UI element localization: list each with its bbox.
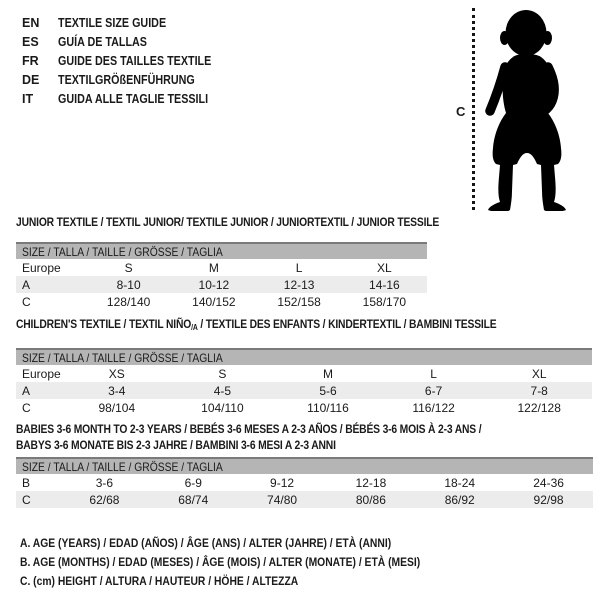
table-row [16,491,593,508]
size-cell: 8-10 [86,276,171,293]
language-title: TEXTILGRÖßENFÜHRUNG [58,72,195,87]
size-cell: L [430,366,437,381]
table-row [16,276,427,293]
size-cell: 5-6 [275,382,381,399]
height-measure-dotted-line [472,8,475,210]
note-line [20,533,485,552]
note-line [20,571,485,590]
language-code: EN [22,15,40,30]
row-label: A [16,382,64,399]
row-label: A [16,276,86,293]
size-cell: 3-4 [64,382,170,399]
size-header-row [16,243,427,259]
note-height-cm: C. (cm) HEIGHT / ALTURA / HAUTEUR / HÖHE / ALTEZZA [20,573,299,588]
note-age-years: A. AGE (YEARS) / EDAD (AÑOS) / ÂGE (ANS) / ALTER (JAHRE) / ETÀ (ANNI) [20,535,392,550]
size-cell: 128/140 [106,294,151,309]
size-cell: 12-18 [355,475,387,490]
size-cell: XL [531,366,547,381]
babies-table-title [16,421,593,453]
size-cell: L [295,260,303,275]
row-label: Europe [22,366,61,381]
size-cell: 12-13 [257,276,342,293]
table-title-text: BABIES 3-6 MONTH TO 2-3 YEARS / BEBÉS 3-6 MESES A 2-3 AÑOS / BÉBÉS 3-6 MOIS À 2-3 ANS / [16,422,482,436]
size-header-label: SIZE / TALLA / TAILLE / GRÖSSE / TAGLIA [22,459,223,474]
table-row [16,293,427,310]
size-cell: 9-12 [270,475,295,490]
size-cell: 18-24 [444,475,476,490]
language-line [22,89,236,108]
size-cell: S [124,260,133,275]
size-cell: 6-9 [184,475,202,490]
junior-textile-section [16,214,440,310]
language-line [22,51,236,70]
size-cell: M [322,366,333,381]
size-header-label: SIZE / TALLA / TAILLE / GRÖSSE / TAGLIA [22,244,223,259]
size-cell: 7-8 [486,382,592,399]
note-age-months: B. AGE (MONTHS) / EDAD (MESES) / ÂGE (MOIS) / ALTER (MONATE) / ETÀ (MESI) [20,554,421,569]
language-code: DE [22,72,40,87]
language-title: GUIDE DES TAILLES TEXTILE [58,53,212,68]
language-line [22,70,236,89]
size-cell: 62/68 [60,491,149,508]
table-row [16,474,593,491]
table-title-text: BABYS 3-6 MONATE BIS 2-3 JAHRE / BAMBINI 3-6 MESI A 2-3 ANNI [16,438,336,452]
table-title-text: JUNIOR TEXTILE / TEXTIL JUNIOR/ TEXTILE JUNIOR / JUNIORTEXTIL / JUNIOR TESSILE [16,215,440,229]
size-cell: 74/80 [238,491,327,508]
size-cell: XL [377,260,392,275]
size-cell: 6-7 [381,382,487,399]
size-cell: 86/92 [415,491,504,508]
size-header-row [16,349,592,365]
size-header-row [16,458,593,474]
children-textile-section [16,316,592,416]
size-cell: 80/86 [326,491,415,508]
size-cell: 110/116 [307,400,349,415]
size-cell: 98/104 [98,400,136,415]
babies-textile-section [16,421,593,508]
size-cell: 10-12 [171,276,256,293]
language-code: FR [22,53,39,68]
size-cell: XS [108,366,125,381]
language-title-block [22,13,236,108]
row-label: C [22,400,31,415]
language-title: GUIDA ALLE TAGLIE TESSILI [58,91,209,106]
size-cell: S [218,366,227,381]
language-line [22,32,236,51]
language-line [22,13,236,32]
babies-size-table [16,457,593,508]
row-label: C [22,294,31,309]
children-table-title [16,316,592,336]
row-label: C [16,491,60,508]
toddler-silhouette-icon [479,7,577,211]
junior-size-table [16,242,427,310]
size-cell: 4-5 [170,382,276,399]
language-code: ES [22,34,39,49]
size-cell: 152/158 [277,294,321,309]
row-label: Europe [22,260,61,275]
row-label: B [22,475,31,490]
table-row [16,399,592,416]
size-cell: 24-36 [533,475,564,490]
size-cell: 140/152 [192,294,236,309]
size-cell: 92/98 [504,491,593,508]
size-cell: 122/128 [517,400,561,415]
size-cell: 3-6 [95,475,114,490]
language-title: TEXTILE SIZE GUIDE [58,15,167,30]
table-row [16,382,592,399]
note-line [20,552,485,571]
size-cell: 158/170 [362,294,407,309]
height-measure-label: C [456,104,466,119]
legend-notes [20,533,485,590]
table-row [16,365,592,382]
size-cell: M [208,260,219,275]
size-header-label: SIZE / TALLA / TAILLE / GRÖSSE / TAGLIA [22,350,223,365]
language-code: IT [22,91,34,106]
language-title: GUÍA DE TALLAS [58,34,147,49]
size-cell: 104/110 [201,400,244,415]
table-title-text: CHILDREN'S TEXTILE / TEXTIL $NIÑO_{/A}$ / TEXTILE DES ENFANTS / KINDERTEXTIL / BAMBINI TESSILE [16,317,497,332]
size-cell: 14-16 [342,276,427,293]
children-size-table [16,348,592,416]
junior-table-title [16,214,440,230]
table-row [16,259,427,276]
size-cell: 116/122 [412,400,455,415]
size-cell: 68/74 [149,491,238,508]
